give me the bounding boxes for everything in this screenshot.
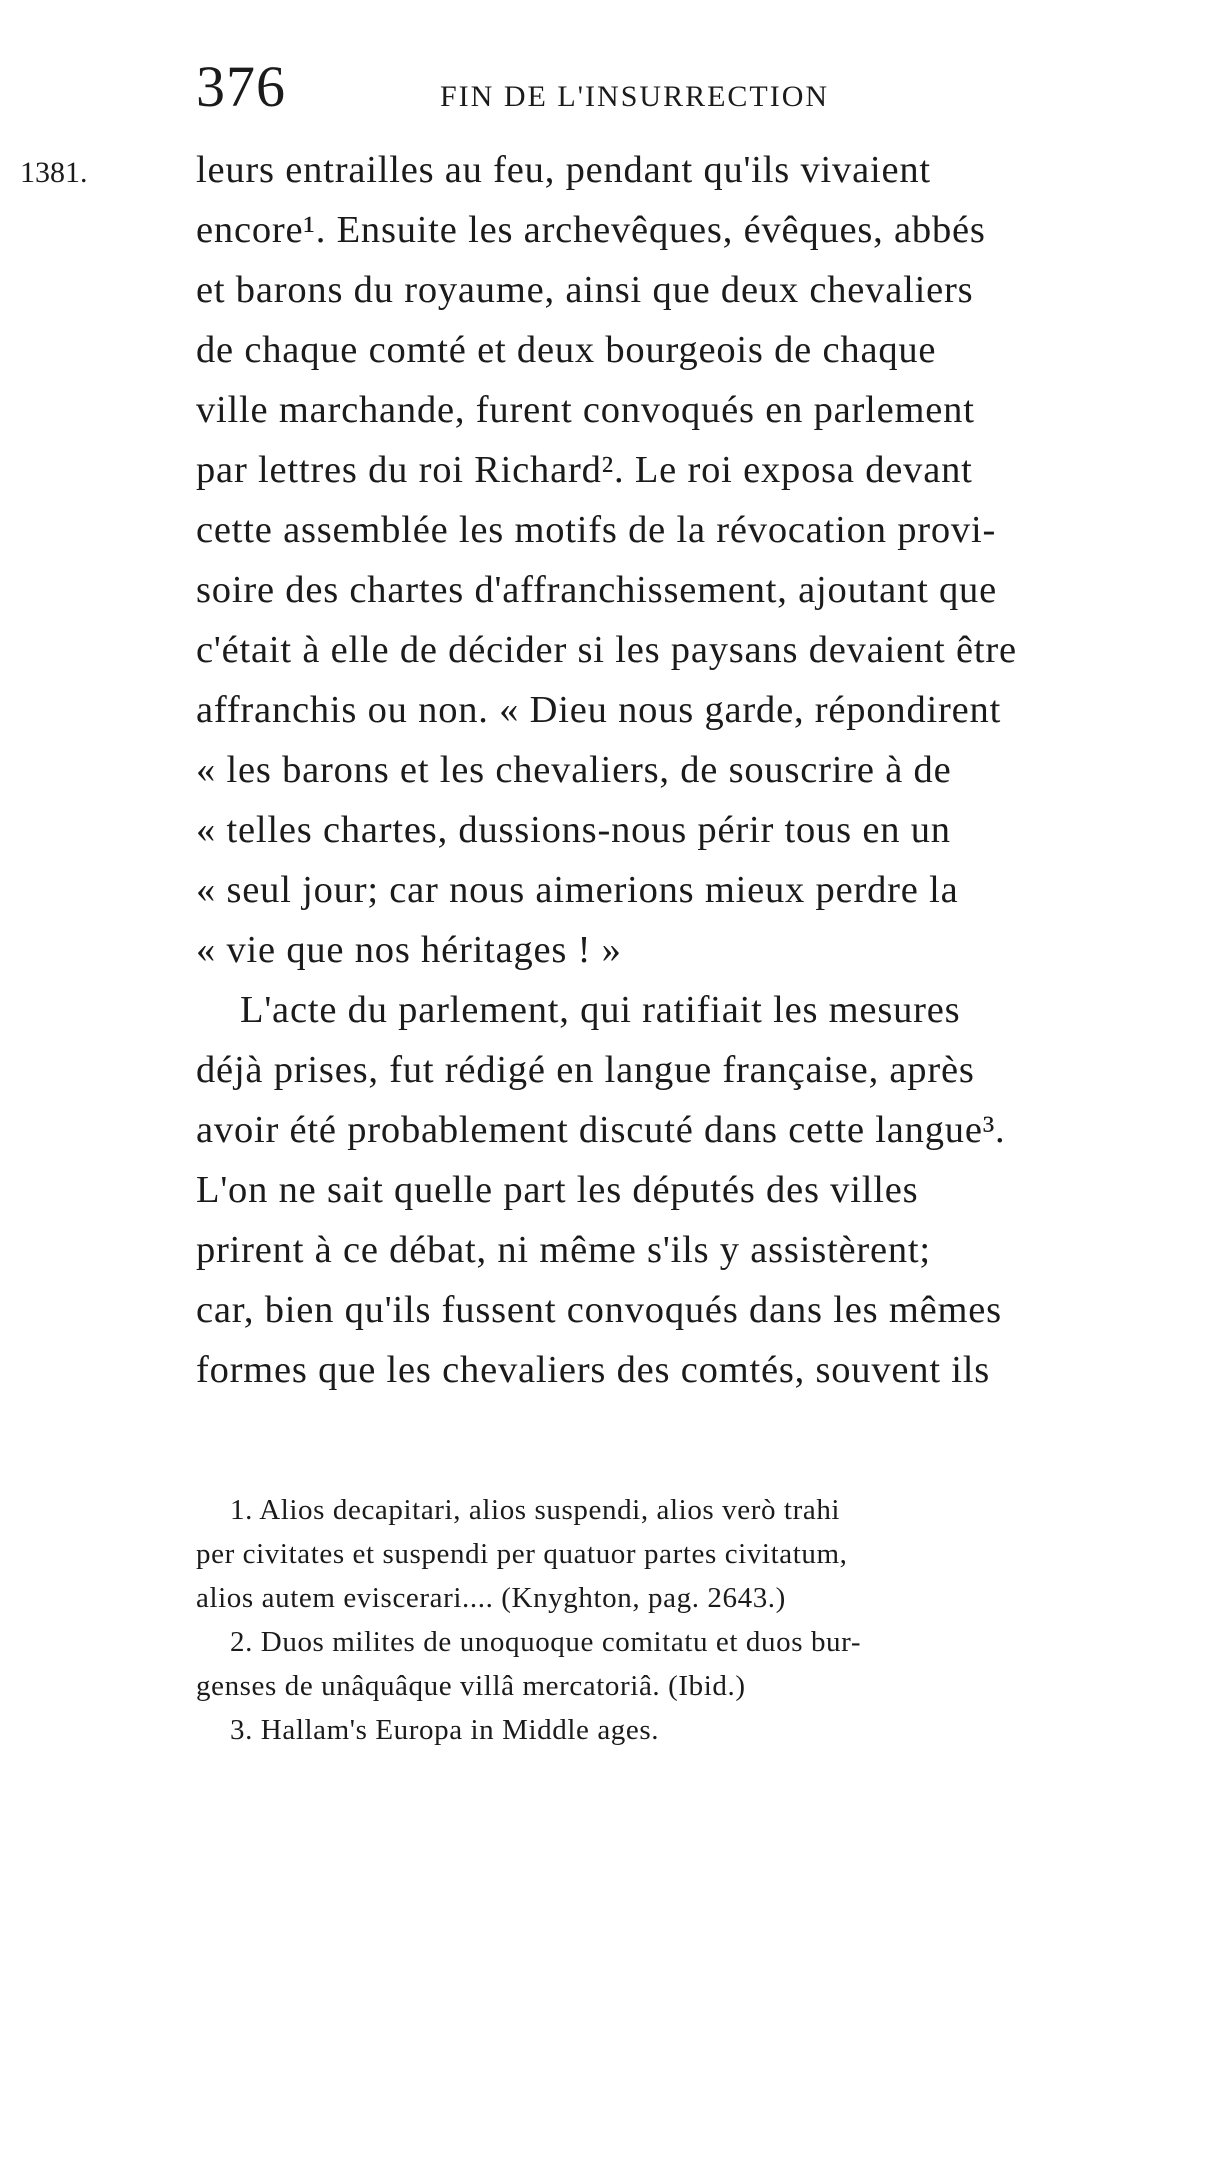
- body-line: « telles chartes, dussions-nous périr tous en un: [196, 809, 951, 851]
- body-line: soire des chartes d'affranchissement, ajoutant que: [196, 569, 997, 611]
- running-head: FIN DE L'INSURRECTION: [440, 80, 830, 113]
- body-line: de chaque comté et deux bourgeois de chaque: [196, 329, 937, 371]
- body-line: ville marchande, furent convoqués en parlement: [196, 389, 975, 431]
- footnote-line: per civitates et suspendi per quatuor partes civitatum,: [196, 1538, 848, 1570]
- body-line: prirent à ce débat, ni même s'ils y assistèrent;: [196, 1229, 931, 1271]
- body-line: L'acte du parlement, qui ratifiait les mesures: [240, 989, 961, 1031]
- body-line: « seul jour; car nous aimerions mieux perdre la: [196, 869, 959, 911]
- footnote-line: alios autem eviscerari.... (Knyghton, pag. 2643.): [196, 1582, 786, 1614]
- footnote-line: 3. Hallam's Europa in Middle ages.: [230, 1714, 660, 1746]
- body-text: [196, 140, 1156, 1400]
- body-line: déjà prises, fut rédigé en langue française, après: [196, 1049, 975, 1091]
- margin-year: 1381.: [20, 156, 88, 189]
- body-line: formes que les chevaliers des comtés, souvent ils: [196, 1349, 991, 1391]
- body-line: et barons du royaume, ainsi que deux chevaliers: [196, 269, 974, 311]
- body-line: car, bien qu'ils fussent convoqués dans les mêmes: [196, 1289, 1002, 1331]
- body-line: affranchis ou non. « Dieu nous garde, répondirent: [196, 689, 1002, 731]
- body-line: encore¹. Ensuite les archevêques, évêques, abbés: [196, 209, 986, 251]
- footnotes: [196, 1488, 1156, 1752]
- footnote-line: 2. Duos milites de unoquoque comitatu et duos bur-: [230, 1626, 862, 1658]
- body-line: leurs entrailles au feu, pendant qu'ils vivaient: [196, 149, 931, 191]
- page-number: 376: [196, 54, 286, 119]
- footnote-line: genses de unâquâque villâ mercatoriâ. (Ibid.): [196, 1670, 746, 1702]
- body-line: « les barons et les chevaliers, de souscrire à de: [196, 749, 952, 791]
- body-line: cette assemblée les motifs de la révocation provi-: [196, 509, 997, 551]
- body-line: L'on ne sait quelle part les députés des villes: [196, 1169, 919, 1211]
- footnote-line: 1. Alios decapitari, alios suspendi, alios verò trahi: [230, 1494, 841, 1526]
- body-line: c'était à elle de décider si les paysans devaient être: [196, 629, 1017, 671]
- body-line: « vie que nos héritages ! »: [196, 929, 622, 971]
- body-line: avoir été probablement discuté dans cette langue³.: [196, 1109, 1006, 1151]
- body-line: par lettres du roi Richard². Le roi exposa devant: [196, 449, 973, 491]
